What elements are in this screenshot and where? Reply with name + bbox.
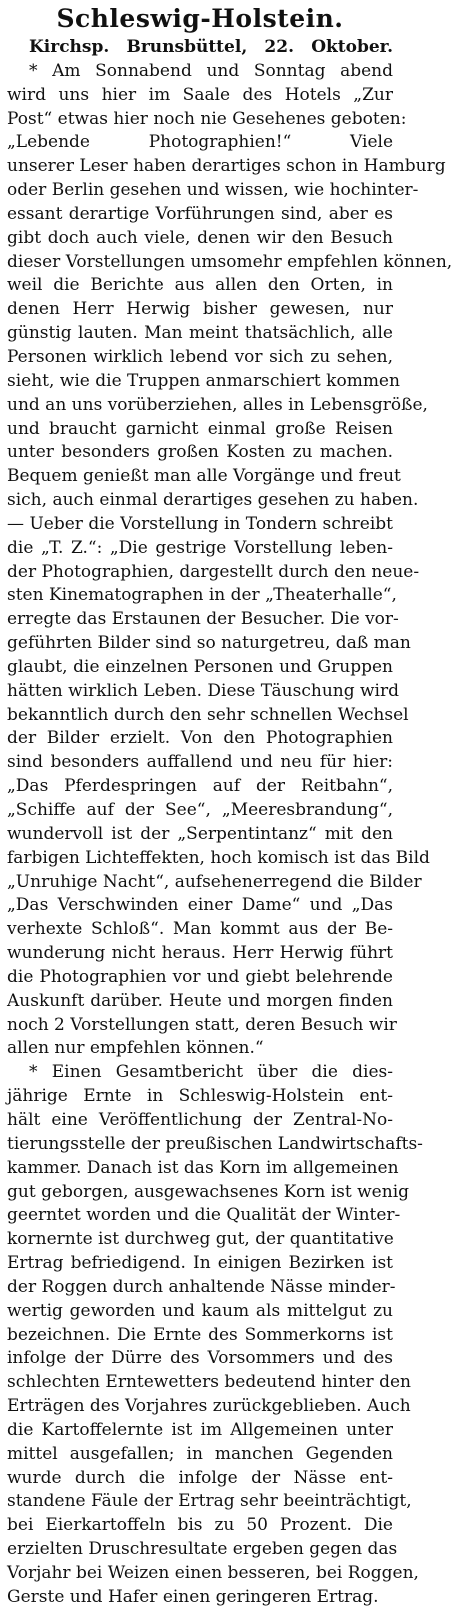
text-line: der Bilder erzielt. Von den Photographien <box>7 728 393 749</box>
text-line: Erträgen des Vorjahres zurückgeblieben. Auch <box>7 1396 411 1417</box>
text-line: glaubt, die einzelnen Personen und Gruppen <box>7 656 393 677</box>
text-line: Post“ etwas hier noch nie Gesehenes geboten: <box>7 108 407 129</box>
text-line: jährige Ernte in Schleswig-Holstein ent- <box>7 1086 393 1107</box>
text-line: wurde durch die infolge der Nässe ent- <box>7 1467 393 1488</box>
text-line: „Das Pferdespringen auf der Reitbahn“, <box>7 776 393 797</box>
text-line: Vorjahr bei Weizen einen besseren, bei Roggen, <box>7 1563 419 1583</box>
text-line: „Schiffe auf der See“, „Meeresbrandung“, <box>7 800 393 820</box>
article-column <box>7 36 452 1610</box>
text-line: * Am Sonnabend und Sonntag abend <box>29 60 393 81</box>
text-line: sieht, wie die Truppen anmarschiert kommen <box>7 370 400 391</box>
text-line: der Roggen durch anhaltende Nässe minder- <box>7 1276 396 1297</box>
text-line: farbigen Lichteffekten, hoch komisch ist das Bild <box>7 847 430 868</box>
text-line: die Kartoffelernte ist im Allgemeinen unter <box>7 1419 393 1440</box>
text-line: sten Kinematographen in der „Theaterhalle“, <box>7 585 397 606</box>
text-line: unter besonders großen Kosten zu machen. <box>7 442 393 463</box>
text-line: günstig lauten. Man meint thatsächlich, alle <box>7 323 393 344</box>
text-line: tierungsstelle der preußischen Landwirtschafts- <box>7 1133 423 1154</box>
text-line: bei Eierkartoffeln bis zu 50 Prozent. Die <box>7 1515 393 1536</box>
text-line: mittel ausgefallen; in manchen Gegenden <box>7 1443 393 1464</box>
text-line: sind besonders auffallend und neu für hier: <box>7 752 393 773</box>
text-line: * Einen Gesamtbericht über die dies- <box>29 1062 393 1083</box>
text-line: Bequem genießt man alle Vorgänge und freut <box>7 466 401 487</box>
text-line: weil die Berichte aus allen den Orten, in <box>7 275 393 296</box>
text-line: Ertrag befriedigend. In einigen Bezirken ist <box>7 1253 393 1274</box>
text-line: unserer Leser haben derartiges schon in Hamburg <box>7 156 446 177</box>
text-line: bekanntlich durch den sehr schnellen Wechsel <box>7 704 409 725</box>
text-line: „Das Verschwinden einer Dame“ und „Das <box>7 895 393 916</box>
text-line: schlechten Erntewetters bedeutend hinter den <box>7 1372 411 1393</box>
text-line: hält eine Veröffentlichung der Zentral-No- <box>7 1109 393 1130</box>
text-line: gut geborgen, ausgewachsenes Korn ist wenig <box>7 1181 410 1202</box>
text-line: wundervoll ist der „Serpentintanz“ mit den <box>7 823 393 844</box>
text-line: denen Herr Herwig bisher gewesen, nur <box>7 299 393 320</box>
text-line: die „T. Z.“: „Die gestrige Vorstellung leben- <box>7 537 393 558</box>
text-line: und an uns vorüberziehen, alles in Lebensgröße, <box>7 394 428 415</box>
text-line: geerntet worden und die Qualität der Winter- <box>7 1205 401 1226</box>
text-line: allen nur empfehlen können.“ <box>7 1038 264 1059</box>
dateline: Kirchsp. Brunsbüttel, 22. Oktober. <box>29 37 393 57</box>
article-lebende-photographien <box>7 60 452 1061</box>
text-line: oder Berlin gesehen und wissen, wie hochinter- <box>7 180 419 201</box>
text-line: gibt doch auch viele, denen wir den Besuch <box>7 227 393 248</box>
text-line: — Ueber die Vorstellung in Tondern schreibt <box>7 513 393 534</box>
text-line: erregte das Erstaunen der Besucher. Die vor- <box>7 609 399 630</box>
text-line: noch 2 Vorstellungen statt, deren Besuch wir <box>7 1014 397 1035</box>
text-line: bezeichnen. Die Ernte des Sommerkorns ist <box>7 1324 393 1345</box>
text-line: essant derartige Vorführungen sind, aber es <box>7 203 393 224</box>
text-line: sich, auch einmal derartiges gesehen zu haben. <box>7 490 419 511</box>
text-line: die Photographien vor und giebt belehrende <box>7 966 393 987</box>
text-line: und braucht garnicht einmal große Reisen <box>7 418 393 439</box>
text-line: standene Fäule der Ertrag sehr beeinträchtigt, <box>7 1491 412 1512</box>
text-line: der Photographien, dargestellt durch den neue- <box>7 561 420 582</box>
text-line: wird uns hier im Saale des Hotels „Zur <box>7 84 393 105</box>
section-title: Schleswig-Holstein. <box>56 4 344 33</box>
text-line: verhexte Schloß“. Man kommt aus der Be- <box>7 919 393 940</box>
text-line: wunderung nicht heraus. Herr Herwig führt <box>7 943 393 964</box>
text-line: Auskunft darüber. Heute und morgen finden <box>7 990 393 1011</box>
text-line: dieser Vorstellungen umsomehr empfehlen können, <box>7 251 452 272</box>
text-line: Personen wirklich lebend vor sich zu sehen, <box>7 346 393 367</box>
text-line: hätten wirklich Leben. Diese Täuschung wird <box>7 680 399 701</box>
text-line: kammer. Danach ist das Korn im allgemeinen <box>7 1157 399 1178</box>
text-line: „Lebende Photographien!“ Viele <box>7 132 393 153</box>
text-line: „Unruhige Nacht“, aufsehenerregend die Bilder <box>7 871 422 892</box>
text-line: infolge der Dürre des Vorsommers und des <box>7 1348 393 1369</box>
text-line: Gerste und Hafer einen geringeren Ertrag. <box>7 1586 379 1607</box>
text-line: kornernte ist durchweg gut, der quantitative <box>7 1229 394 1250</box>
text-line: erzielten Druschresultate ergeben gegen das <box>7 1539 398 1560</box>
article-ernte-bericht <box>7 1061 423 1609</box>
text-line: geführten Bilder sind so naturgetreu, daß man <box>7 633 411 654</box>
text-line: wertig geworden und kaum als mittelgut zu <box>7 1300 393 1321</box>
